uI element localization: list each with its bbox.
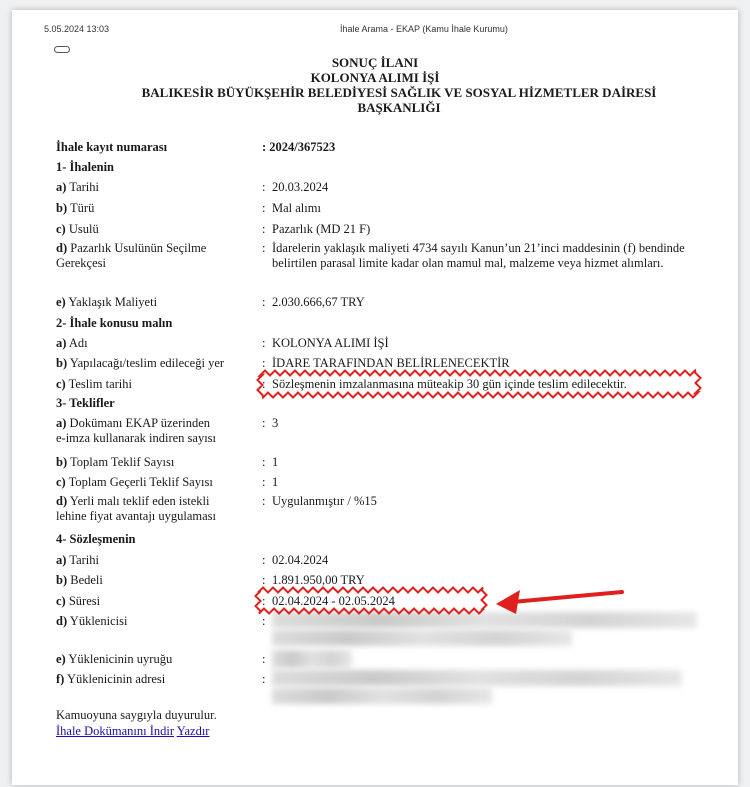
s4-e-colon: : [262,652,266,666]
section2-heading: 2- İhale konusu malın [56,316,173,330]
s1-b-value: : Mal alımı [262,201,321,215]
section1-heading: 1- İhalenin [56,160,115,174]
download-documents-link[interactable]: İhale Dokümanını İndir [56,724,175,738]
s3-d-value: : Uygulanmıştır / %15 [262,494,377,508]
footer-text: Kamuoyuna saygıyla duyurulur. [56,708,217,722]
s4-d-colon: : [262,614,266,628]
s4-c-value: : 02.04.2024 - 02.05.2024 [262,594,395,608]
print-date: 5.05.2024 13:03 [44,24,110,34]
announcement-titles [12,55,738,115]
s1-e-value: : 2.030.666,67 TRY [262,295,365,309]
print-page-title: İhale Arama - EKAP (Kamu İhale Kurumu) [340,24,508,34]
s3-c-value: : 1 [262,475,279,489]
kayit-label: İhale kayıt numarası [56,140,168,154]
s4-e-label: e) Yüklenicinin uyruğu [56,652,173,666]
s3-a-label: a) Dokümanı EKAP üzerinden e-imza kullanarak indiren sayısı [56,416,217,445]
redacted-contractor-line1 [272,612,697,628]
arrow-shaft [512,592,622,602]
s2-a-value: : KOLONYA ALIMI İŞİ [262,336,389,350]
s1-c-label: c) Usulü [56,222,99,236]
s3-b-value: : 1 [262,455,279,469]
footer-links [56,724,209,739]
s4-f-colon: : [262,672,266,686]
title-line-4: BAŞKANLIĞI [357,100,441,115]
s2-c-value: : Sözleşmenin imzalanmasına müteakip 30 gün içinde teslim edilecektir. [262,377,627,391]
s3-a-value: : 3 [262,416,279,430]
s2-b-value: : İDARE TARAFINDAN BELİRLENECEKTİR [262,356,510,370]
s3-b-label: b) Toplam Teklif Sayısı [56,455,175,469]
kayit-value: : 2024/367523 [262,140,336,154]
s4-c-label: c) Süresi [56,594,101,608]
s1-d-label: d) Pazarlık Usulünün Seçilme Gerekçesi [56,241,207,270]
redacted-contractor-line2 [272,630,572,646]
s2-b-label: b) Yapılacağı/teslim edileceği yer [56,356,225,370]
section3-heading: 3- Teklifler [56,396,115,410]
collapse-toggle-icon[interactable] [54,46,70,53]
title-line-1: SONUÇ İLANI [331,55,419,70]
s1-e-label: e) Yaklaşık Maliyeti [56,295,158,309]
s4-a-label: a) Tarihi [56,553,99,567]
redacted-nationality [272,650,352,668]
s4-f-label: f) Yüklenicinin adresi [56,672,166,686]
print-link[interactable]: Yazdır [176,724,210,738]
s4-d-label: d) Yüklenicisi [56,614,128,628]
s4-b-value: : 1.891.950,00 TRY [262,573,365,587]
s1-d-value: : İdarelerin yaklaşık maliyeti 4734 sayılı Kanun’un 21’inci maddesinin (f) bendinde belirtilen parasal limite kadar olan mamul mal, malzeme veya hizmet alımları. [262,241,685,270]
s4-a-value: : 02.04.2024 [262,553,329,567]
s2-a-label: a) Adı [56,336,88,350]
document-page [12,10,738,785]
s3-c-label: c) Toplam Geçerli Teklif Sayısı [56,475,213,489]
s2-c-label: c) Teslim tarihi [56,377,132,391]
arrow-head-icon [496,590,520,614]
s1-b-label: b) Türü [56,201,95,215]
s1-c-value: : Pazarlık (MD 21 F) [262,222,371,236]
redacted-address-line1 [272,670,682,686]
redacted-address-line2 [272,688,492,704]
title-line-3: BALIKESİR BÜYÜKŞEHİR BELEDİYESİ SAĞLIK VE SOSYAL HİZMETLER DAİRESİ [141,85,657,100]
s1-a-label: a) Tarihi [56,180,99,194]
title-line-2: KOLONYA ALIMI İŞİ [310,70,440,85]
section4-heading: 4- Sözleşmenin [56,532,136,546]
s3-d-label: d) Yerli malı teklif eden istekli lehine fiyat avantajı uygulaması [56,494,217,523]
annotation-layer [12,10,738,785]
s4-b-label: b) Bedeli [56,573,103,587]
s1-a-value: : 20.03.2024 [262,180,329,194]
